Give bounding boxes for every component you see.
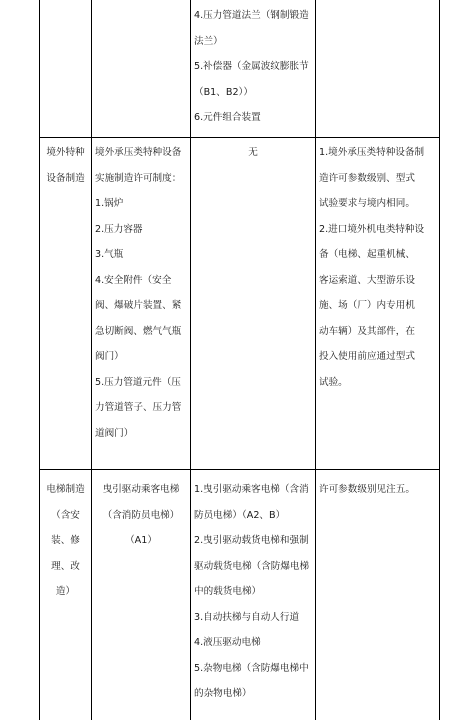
cell-line: （含消防员电梯） (102, 509, 180, 521)
cell-line: 境外承压类特种设备 (95, 147, 182, 158)
row2-col3-cell (194, 477, 314, 707)
cell-line: 电梯制造 (46, 484, 85, 495)
grid-line-v4 (439, 0, 440, 720)
cell-line: 阀门） (95, 351, 124, 362)
cell-line: 曳引驱动乘客电梯 (102, 484, 180, 495)
grid-line-v3 (315, 0, 316, 720)
grid-line-v0 (39, 0, 40, 720)
cell-line: 理、改 (51, 560, 80, 572)
cell-line: 急切断阀、燃气气瓶 (95, 325, 182, 337)
cell-line: 6.元件组合装置 (194, 112, 261, 123)
row1-col2-cell (95, 140, 189, 446)
cell-line: 实施制造许可制度： (95, 172, 182, 184)
grid-line-v1 (91, 0, 92, 720)
cell-line: 1.锅炉 (95, 198, 124, 209)
cell-line: 施、场（厂）内专用机 (319, 300, 415, 311)
cell-line: 的杂物电梯） (194, 688, 252, 699)
cell-line: 客运索道、大型游乐设 (319, 274, 415, 286)
grid-line-h1 (39, 137, 440, 138)
cell-line: 中的载货电梯） (194, 586, 262, 597)
cell-line: 境外特种 (46, 147, 85, 158)
cell-line: 5.补偿器（金属波纹膨胀节 (194, 61, 309, 72)
cell-line: 许可参数级别见注五。 (319, 484, 415, 495)
cell-line: 动车辆）及其部件，在 (319, 325, 415, 337)
cell-line: 设备制造 (46, 172, 85, 184)
cell-line: 5.杂物电梯（含防爆电梯中 (194, 662, 309, 674)
cell-line: 无 (248, 147, 258, 158)
cell-line: 2.进口境外机电类特种设 (319, 223, 425, 235)
cell-line: 装、修 (51, 535, 80, 546)
cell-line: 3.气瓶 (95, 249, 124, 260)
cell-line: （含安 (51, 509, 80, 521)
cell-line: 道阀门） (95, 427, 134, 439)
cell-line: 4.安全附件（安全 (95, 274, 172, 286)
cell-line: 阀、爆破片装置、紧 (95, 300, 182, 311)
row2-col4-cell (319, 477, 439, 503)
cell-line: 投入使用前应通过型式 (319, 351, 415, 362)
row1-col3-cell (191, 140, 315, 166)
grid-line-h2 (39, 469, 440, 470)
cell-line: 试验。 (319, 376, 348, 388)
cell-line: 1.境外承压类特种设备制 (319, 147, 425, 158)
cell-line: 1.曳引驱动乘客电梯（含消 (194, 484, 309, 495)
cell-line: 防员电梯）（A2、B） (194, 509, 286, 521)
cell-line: 4.液压驱动电梯 (194, 637, 261, 648)
cell-line: 力管道管子、压力管 (95, 402, 182, 413)
cell-line: 备（电梯、起重机械、 (319, 249, 415, 260)
cell-line: 试验要求与境内相同。 (319, 198, 415, 209)
row1-col4-cell (319, 140, 439, 395)
grid-line-v2 (190, 0, 191, 720)
row0-col3-cell (194, 3, 314, 131)
cell-line: （A1） (125, 535, 157, 546)
cell-line: 驱动载货电梯（含防爆电梯 (194, 560, 310, 572)
cell-line: 5.压力管道元件（压 (95, 376, 181, 388)
cell-line: 3.自动扶梯与自动人行道 (194, 611, 300, 623)
cell-line: （B1、B2）） (194, 86, 253, 98)
cell-line: 4.压力管道法兰（钢制锻造 (194, 10, 309, 21)
cell-line: 造许可参数级别、型式 (319, 172, 415, 184)
row2-col2-cell (92, 477, 190, 554)
row1-col1-cell (40, 140, 91, 191)
cell-line: 2.曳引驱动载货电梯和强制 (194, 535, 309, 546)
cell-line: 法兰） (194, 35, 223, 47)
row2-col1-cell (40, 477, 91, 605)
cell-line: 造） (55, 586, 76, 597)
cell-line: 2.压力容器 (95, 223, 143, 235)
